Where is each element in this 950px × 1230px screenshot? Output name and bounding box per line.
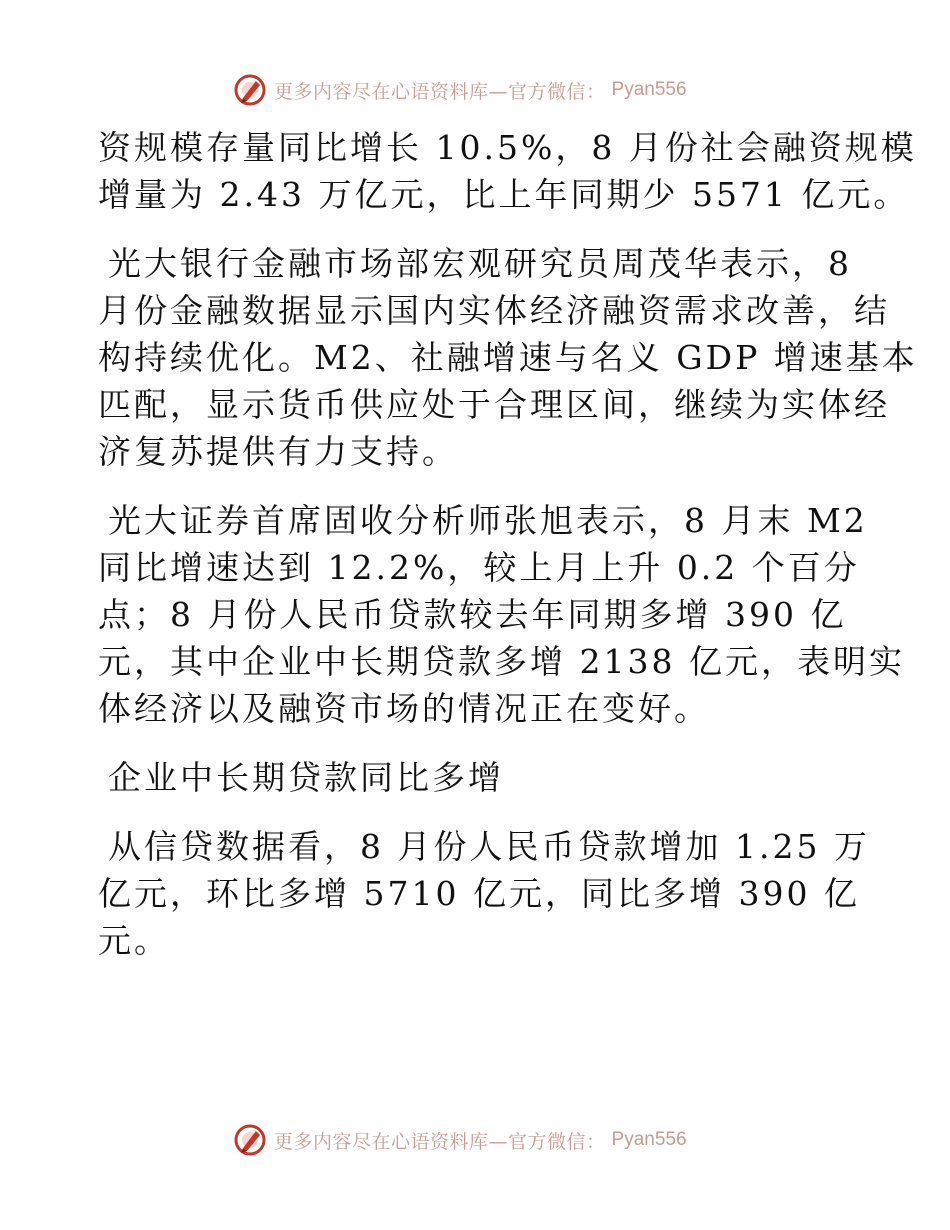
text-line: 元。 <box>98 921 170 960</box>
text-line: 资规模存量同比增长 10.5%，8 月份社会融资规模 <box>98 128 917 167</box>
pen-circle-icon <box>232 1122 268 1158</box>
paragraph-2 <box>98 240 918 475</box>
text-line: 增量为 2.43 万亿元，比上年同期少 5571 亿元。 <box>98 175 910 214</box>
text-line: 济复苏提供有力支持。 <box>98 432 458 471</box>
text-line: 月份金融数据显示国内实体经济融资需求改善，结 <box>98 291 890 330</box>
header-watermark <box>232 70 687 110</box>
watermark-wechat-id: Pyan556 <box>611 1129 687 1150</box>
paragraph-1 <box>98 124 917 218</box>
text-line: 从信贷数据看，8 月份人民币贷款增加 1.25 万 <box>108 827 870 866</box>
text-line: 匹配，显示货币供应处于合理区间，继续为实体经 <box>98 385 890 424</box>
text-line: 亿元，环比多增 5710 亿元，同比多增 390 亿 <box>98 874 860 913</box>
text-line: 光大银行金融市场部宏观研究员周茂华表示，8 <box>108 244 852 283</box>
text-line: 企业中长期贷款同比多增 <box>108 758 504 797</box>
watermark-text: 更多内容尽在心语资料库—官方微信： <box>274 80 606 103</box>
footer-watermark <box>232 1120 687 1160</box>
article-body <box>98 124 918 986</box>
paragraph-3 <box>98 497 905 732</box>
text-line: 点；8 月份人民币贷款较去年同期多增 390 亿 <box>98 595 847 634</box>
text-line: 同比增速达到 12.2%，较上月上升 0.2 个百分 <box>98 548 860 587</box>
text-line: 体经济以及融资市场的情况正在变好。 <box>98 689 710 728</box>
text-line: 元，其中企业中长期贷款多增 2138 亿元，表明实 <box>98 642 905 681</box>
paragraph-5 <box>98 823 868 964</box>
watermark-wechat-id: Pyan556 <box>611 79 687 100</box>
text-line: 光大证券首席固收分析师张旭表示，8 月末 M2 <box>108 501 868 540</box>
section-heading <box>98 754 868 801</box>
text-line: 构持续优化。M2、社融增速与名义 GDP 增速基本 <box>98 338 918 377</box>
pen-circle-icon <box>232 72 268 108</box>
watermark-text: 更多内容尽在心语资料库—官方微信： <box>274 1130 606 1153</box>
